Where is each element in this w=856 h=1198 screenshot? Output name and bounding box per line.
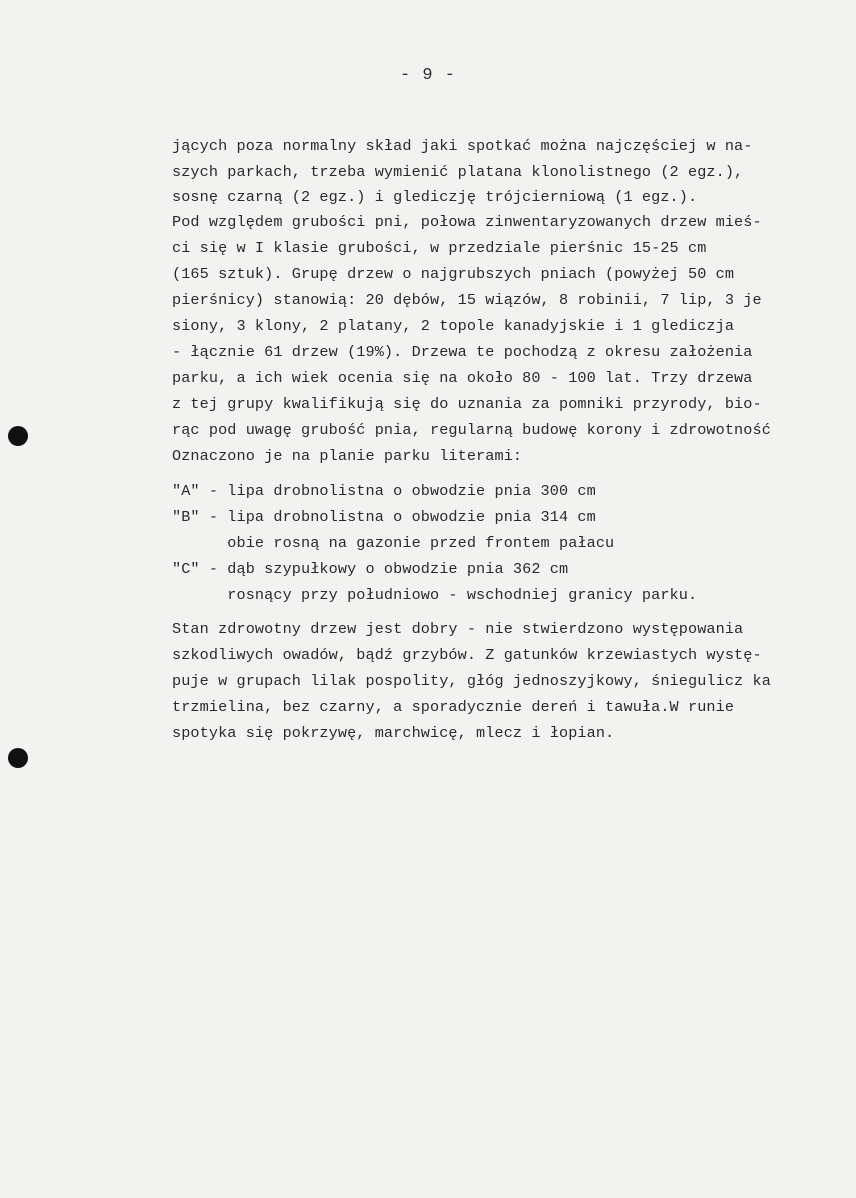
- list-item-a: "A" - lipa drobnolistna o obwodzie pnia 300 cm: [172, 482, 596, 500]
- text-line: z tej grupy kwalifikują się do uznania za pomniki przyrody, bio-: [172, 395, 762, 413]
- text-line: pierśnicy) stanowią: 20 dębów, 15 wiązów, 8 robinii, 7 lip, 3 je: [172, 291, 762, 309]
- text-line: - łącznie 61 drzew (19%). Drzewa te pochodzą z okresu założenia: [172, 343, 753, 361]
- list-item-note: rosnący przy południowo - wschodniej granicy parku.: [172, 586, 698, 604]
- page-number: - 9 -: [399, 66, 456, 85]
- punch-hole: [8, 426, 28, 446]
- text-line: szkodliwych owadów, bądź grzybów. Z gatunków krzewiastych wystę-: [172, 646, 762, 664]
- text-line: Oznaczono je na planie parku literami:: [172, 447, 523, 465]
- list-item-c: "C" - dąb szypułkowy o obwodzie pnia 362 cm: [172, 560, 569, 578]
- text-line: Stan zdrowotny drzew jest dobry - nie stwierdzono występowania: [172, 620, 744, 638]
- text-line: (165 sztuk). Grupę drzew o najgrubszych pniach (powyżej 50 cm: [172, 265, 735, 283]
- text-line: ci się w I klasie grubości, w przedziale pierśnic 15-25 cm: [172, 239, 707, 257]
- text-line: jących poza normalny skład jaki spotkać można najczęściej w na-: [172, 137, 753, 155]
- list-item-b: "B" - lipa drobnolistna o obwodzie pnia 314 cm: [172, 508, 596, 526]
- text-line: spotyka się pokrzywę, marchwicę, mlecz i łopian.: [172, 724, 615, 742]
- text-line: sosnę czarną (2 egz.) i glediczję trójcierniową (1 egz.).: [172, 188, 698, 206]
- text-line: parku, a ich wiek ocenia się na około 80 - 100 lat. Trzy drzewa: [172, 369, 753, 387]
- text-line: rąc pod uwagę grubość pnia, regularną budowę korony i zdrowotność: [172, 421, 771, 439]
- list-item-note: obie rosną na gazonie przed frontem pałacu: [172, 534, 615, 552]
- text-line: trzmielina, bez czarny, a sporadycznie dereń i tawuła.W runie: [172, 698, 735, 716]
- punch-hole: [8, 748, 28, 768]
- text-line: szych parkach, trzeba wymienić platana klonolistnego (2 egz.),: [172, 163, 744, 181]
- text-line: siony, 3 klony, 2 platany, 2 topole kanadyjskie i 1 glediczja: [172, 317, 735, 335]
- text-line: puje w grupach lilak pospolity, głóg jednoszyjkowy, śniegulicz ka: [172, 672, 771, 690]
- text-line: Pod względem grubości pni, połowa zinwentaryzowanych drzew mieś-: [172, 213, 762, 231]
